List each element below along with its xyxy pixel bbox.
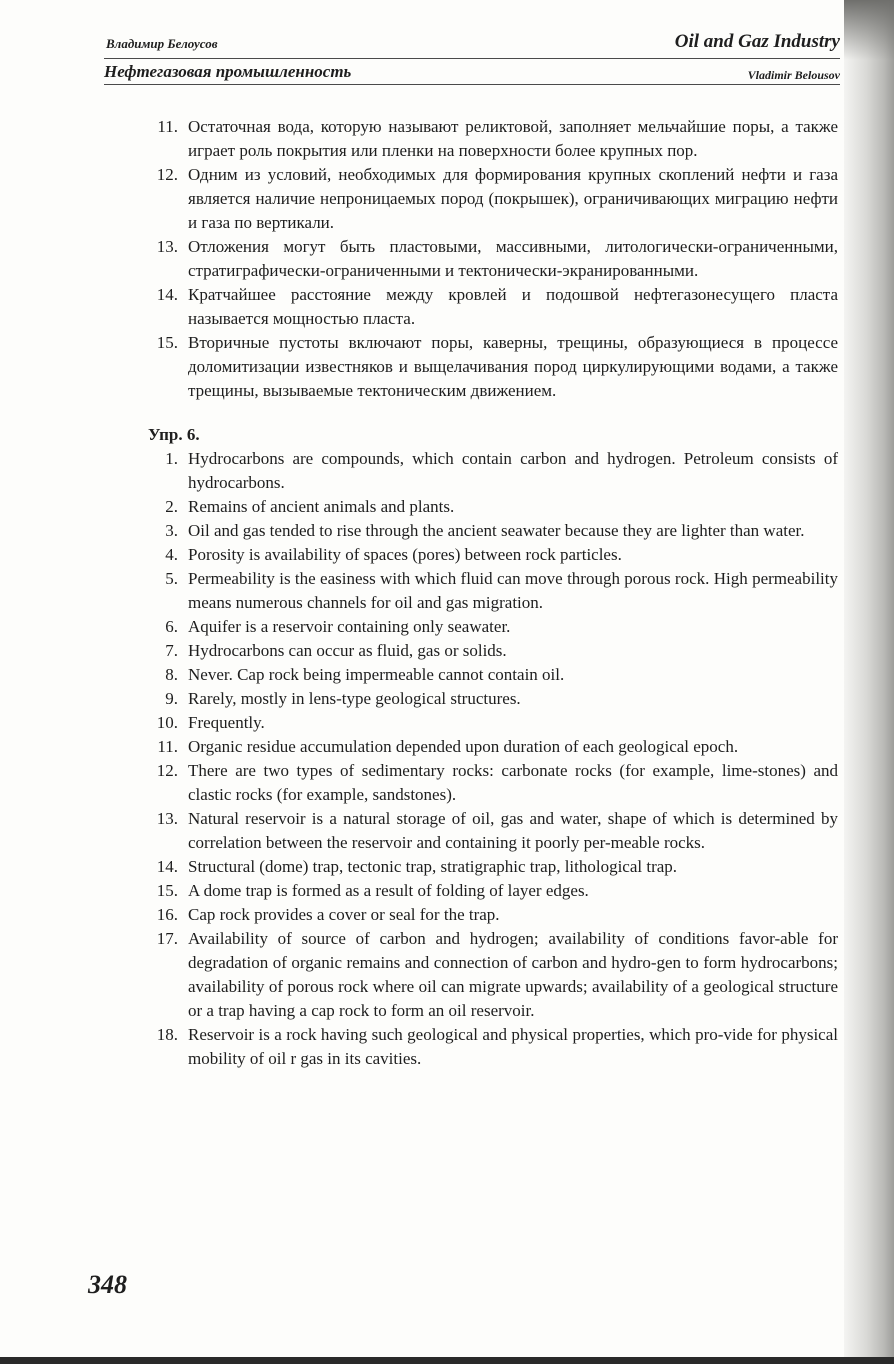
- list-item: [148, 543, 838, 567]
- list-item: [148, 447, 838, 495]
- item-text: Hydrocarbons can occur as fluid, gas or solids.: [188, 641, 507, 660]
- list-item: [148, 663, 838, 687]
- item-text: Porosity is availability of spaces (pores) between rock particles.: [188, 545, 622, 564]
- item-text: Reservoir is a rock having such geological and physical properties, which pro-vide for physical mobility of oil r gas in its cavities.: [188, 1025, 838, 1068]
- list-item: [148, 163, 838, 235]
- item-number: 15.: [156, 881, 178, 900]
- header-author-ru: Владимир Белоусов: [106, 36, 218, 51]
- item-text: Одним из условий, необходимых для формирования крупных скоплений нефти и газа является наличие непроницаемых пород (покрышек), ограничивающих миграцию нефти и газа по вертикали.: [188, 165, 838, 232]
- exercise-title: Упр. 6.: [148, 425, 200, 444]
- item-number: 18.: [156, 1025, 178, 1044]
- item-text: A dome trap is formed as a result of folding of layer edges.: [188, 881, 589, 900]
- list-item: [148, 927, 838, 1023]
- item-text: Отложения могут быть пластовыми, массивными, литологически-ограниченными, стратиграфически-ограниченными и тектонически-экранированными.: [188, 237, 838, 280]
- item-text: There are two types of sedimentary rocks: carbonate rocks (for example, lime-stones) and clastic rocks (for example, sandstones).: [188, 761, 838, 804]
- item-text: Aquifer is a reservoir containing only seawater.: [188, 617, 511, 636]
- list-item: [148, 855, 838, 879]
- list-item: [148, 903, 838, 927]
- item-number: 3.: [165, 521, 178, 540]
- scan-page-edge: [844, 0, 894, 1364]
- list-item: [148, 495, 838, 519]
- item-text: Permeability is the easiness with which fluid can move through porous rock. High permeability means numerous channels for oil and gas migration.: [188, 569, 838, 612]
- item-text: Кратчайшее расстояние между кровлей и подошвой нефтегазонесущего пласта называется мощностью пласта.: [188, 285, 838, 328]
- english-answers-list: [148, 447, 838, 1071]
- russian-answers-list: [148, 115, 838, 403]
- item-number: 11.: [157, 737, 178, 756]
- list-item: [148, 235, 838, 283]
- item-text: Availability of source of carbon and hydrogen; availability of conditions favor-able for degradation of organic remains and connection of carbon and hydro-gen to form hydrocarbons; availability of porous rock where oil can migrate upwards; availability of a geological structure or a trap having a cap rock to form an oil reservoir.: [188, 929, 838, 1020]
- header-rule-top: [104, 58, 840, 59]
- item-text: Вторичные пустоты включают поры, каверны, трещины, образующиеся в процессе доломитизации известняков и выщелачивания пород циркулирующими водами, а также трещины, вызываемые тектоническим движением.: [188, 333, 838, 400]
- list-item: [148, 735, 838, 759]
- item-number: 12.: [156, 165, 178, 184]
- item-number: 17.: [156, 929, 178, 948]
- item-text: Never. Cap rock being impermeable cannot contain oil.: [188, 665, 565, 684]
- item-number: 8.: [165, 665, 178, 684]
- header-author-en: Vladimir Belousov: [747, 68, 840, 82]
- item-text: Oil and gas tended to rise through the ancient seawater because they are lighter than water.: [188, 521, 805, 540]
- item-number: 11.: [157, 117, 178, 136]
- header-rule-bottom: [104, 84, 840, 85]
- item-number: 10.: [156, 713, 178, 732]
- item-text: Rarely, mostly in lens-type geological structures.: [188, 689, 521, 708]
- list-item: [148, 331, 838, 403]
- item-number: 1.: [165, 449, 178, 468]
- item-text: Frequently.: [188, 713, 265, 732]
- item-text: Remains of ancient animals and plants.: [188, 497, 455, 516]
- list-item: [148, 115, 838, 163]
- item-number: 7.: [165, 641, 178, 660]
- list-item: [148, 1023, 838, 1071]
- page-number: 348: [88, 1270, 127, 1299]
- item-text: Organic residue accumulation depended upon duration of each geological epoch.: [188, 737, 739, 756]
- item-number: 14.: [156, 285, 178, 304]
- list-item: [148, 687, 838, 711]
- item-number: 15.: [156, 333, 178, 352]
- item-number: 13.: [156, 237, 178, 256]
- list-item: [148, 567, 838, 615]
- header-title-ru: Нефтегазовая промышленность: [104, 62, 352, 81]
- item-number: 5.: [165, 569, 178, 588]
- scan-bottom-border: [0, 1357, 894, 1364]
- item-text: Hydrocarbons are compounds, which contain carbon and hydrogen. Petroleum consists of hydrocarbons.: [188, 449, 838, 492]
- list-item: [148, 807, 838, 855]
- list-item: [148, 283, 838, 331]
- list-item: [148, 879, 838, 903]
- item-number: 9.: [165, 689, 178, 708]
- item-number: 16.: [156, 905, 178, 924]
- item-number: 6.: [165, 617, 178, 636]
- list-item: [148, 615, 838, 639]
- header-title-en: Oil and Gaz Industry: [674, 31, 840, 52]
- list-item: [148, 759, 838, 807]
- scan-shadow: [844, 0, 894, 60]
- item-number: 4.: [165, 545, 178, 564]
- item-text: Cap rock provides a cover or seal for the trap.: [188, 905, 500, 924]
- item-number: 12.: [156, 761, 178, 780]
- item-number: 13.: [156, 809, 178, 828]
- item-text: Остаточная вода, которую называют реликтовой, заполняет мельчайшие поры, а также играет роль покрытия или пленки на поверхности более крупных пор.: [188, 117, 838, 160]
- list-item: [148, 711, 838, 735]
- item-number: 14.: [156, 857, 178, 876]
- page-content: [148, 115, 838, 1071]
- item-number: 2.: [165, 497, 178, 516]
- item-text: Natural reservoir is a natural storage of oil, gas and water, shape of which is determined by correlation between the reservoir and containing it poorly per-meable rocks.: [188, 809, 838, 852]
- item-text: Structural (dome) trap, tectonic trap, stratigraphic trap, lithological trap.: [188, 857, 678, 876]
- list-item: [148, 639, 838, 663]
- list-item: [148, 519, 838, 543]
